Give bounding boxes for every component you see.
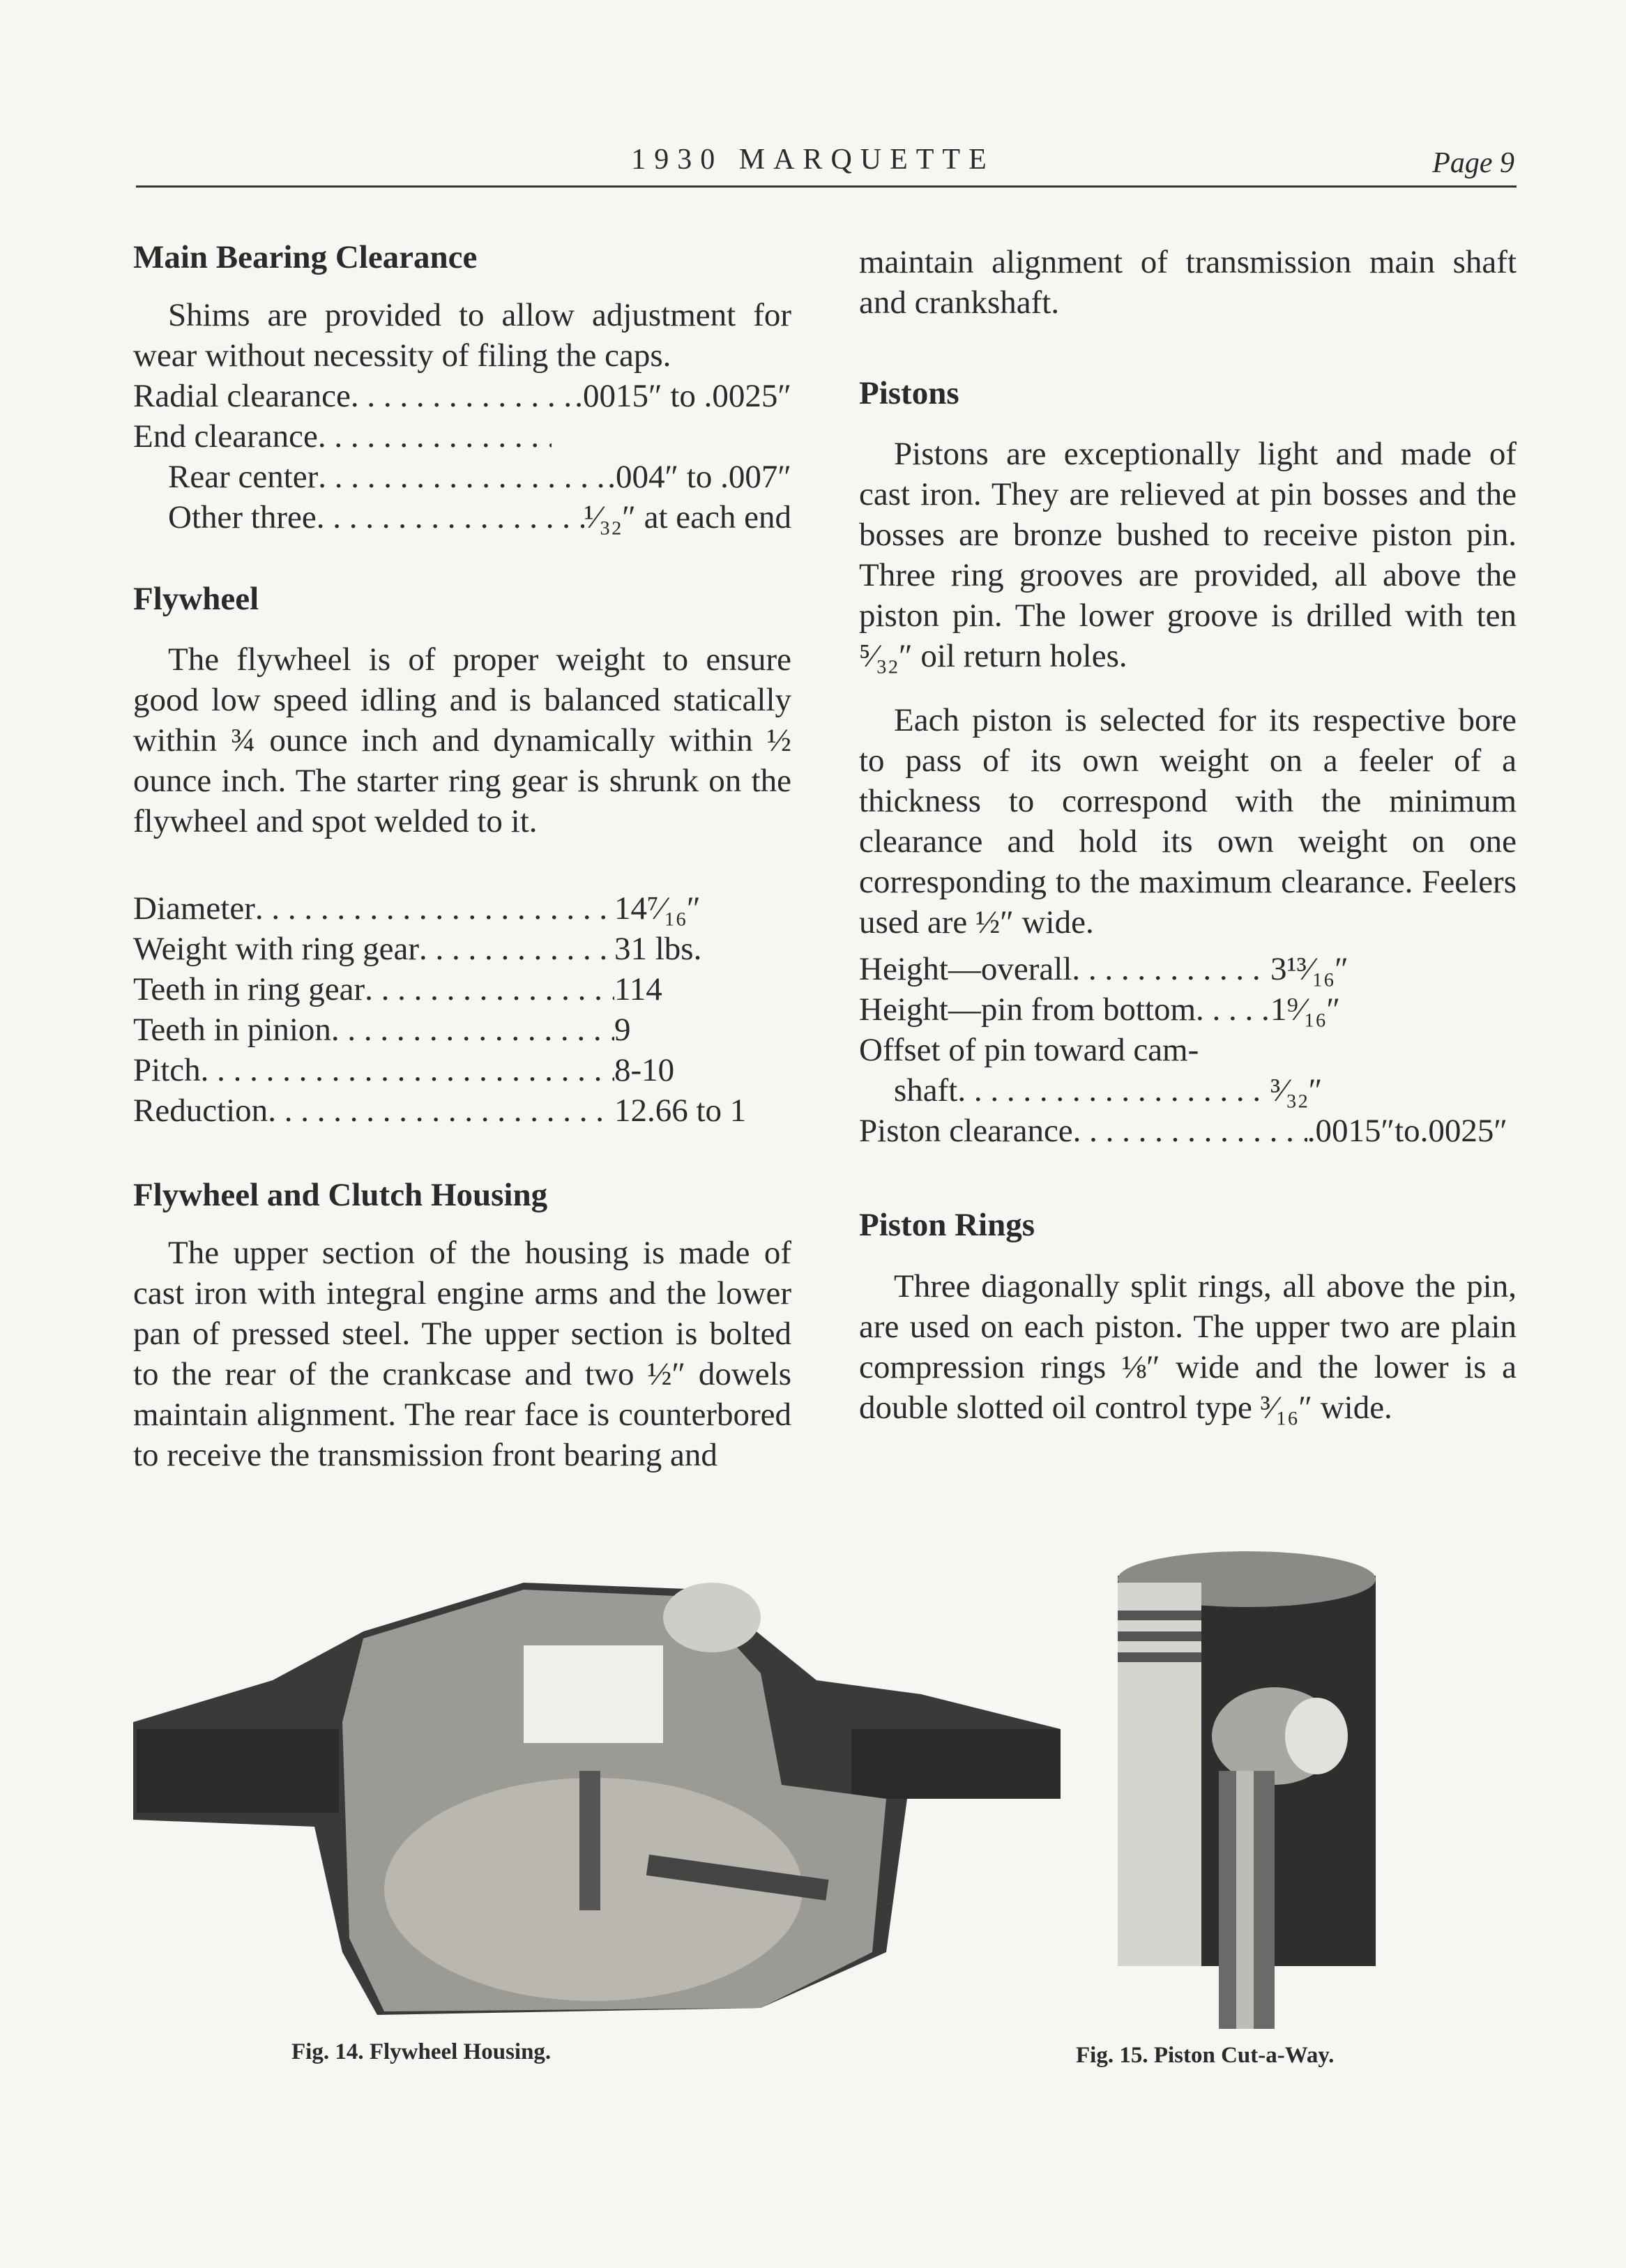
spec-label: End clearance [133, 418, 318, 455]
spec-label: Teeth in ring gear [133, 971, 365, 1007]
spec-row [859, 1111, 1507, 1151]
running-header-title: 1930 MARQUETTE [631, 144, 995, 176]
piston-specs [859, 949, 1507, 1151]
rings-text: Three diagonally split rings, all above the pin, are used on each piston. The upper two are plain compression rings ⅛″ wide and the lower is a double slotted oil control type ³⁄₁₆″ wide. [859, 1268, 1517, 1426]
spec-label: Height—overall [859, 951, 1072, 987]
heading-pistons: Pistons [859, 375, 959, 411]
spec-value: 9 [614, 1012, 631, 1048]
spec-label: Offset of pin toward cam- [859, 1032, 1199, 1068]
heading-main-bearing: Main Bearing Clearance [133, 239, 478, 275]
spec-value: 14⁷⁄₁₆″ [614, 890, 701, 927]
flywheel-text: The flywheel is of proper weight to ensure good low speed idling and is balanced statically within ¾ ounce inch and dynamically within ½ ounce inch. The starter ring gear is shrunk on the flywheel and spot welded to it. [133, 641, 791, 839]
pistons-text-2: Each piston is selected for its respective bore to pass of its own weight on a feeler of a thickness to correspond with the minimum clearance and hold its own weight on one corresponding to the maximum clearance. Feelers used are ½″ wide. [859, 702, 1517, 941]
spec-value: 12.66 to 1 [614, 1093, 747, 1129]
spec-label: Rear center [168, 459, 319, 495]
spec-row [133, 376, 791, 416]
main-bearing-text: Shims are provided to allow adjustment for wear without necessity of filing the caps. [133, 297, 791, 374]
main-bearing-specs [133, 376, 791, 538]
spec-label: Diameter [133, 890, 255, 927]
spec-label: Reduction [133, 1093, 268, 1129]
flywheel-housing-photo [133, 1562, 1067, 2036]
figure-15-caption: Fig. 15. Piston Cut-a-Way. [1076, 2043, 1335, 2068]
spec-row [133, 969, 740, 1010]
spec-label: Teeth in pinion [133, 1012, 331, 1048]
heading-flywheel: Flywheel [133, 581, 259, 617]
spec-label: Piston clearance [859, 1113, 1073, 1149]
spec-row [133, 497, 791, 538]
heading-piston-rings: Piston Rings [859, 1207, 1035, 1243]
flywheel-specs [133, 888, 791, 1131]
spec-value: 3¹³⁄₁₆″ [1270, 951, 1348, 987]
spec-row [133, 1010, 740, 1050]
spec-label: Height—pin from bottom [859, 991, 1196, 1028]
spec-value: .0015″ to .0025″ [575, 378, 791, 414]
spec-value: 1⁹⁄₁₆″ [1270, 991, 1341, 1028]
spec-value: .004″ to .007″ [607, 459, 791, 495]
pistons-text-1: Pistons are exceptionally light and made of cast iron. They are relieved at pin bosses and the bosses are bronze bushed to receive piston pin. Three ring grooves are provided, all above the piston pin. The lower groove is drilled with ten ⁵⁄₃₂″ oil return holes. [859, 436, 1517, 674]
spec-row [859, 1030, 1487, 1070]
spec-row [133, 1050, 740, 1090]
spec-row [133, 457, 791, 497]
spec-value: .0015″to.0025″ [1307, 1113, 1507, 1149]
spec-row [133, 888, 740, 929]
spec-row [133, 1090, 791, 1131]
spec-value: 31 lbs. [614, 931, 702, 967]
spec-row [133, 929, 740, 969]
piston-cutaway-photo [1114, 1548, 1379, 2029]
heading-flywheel-clutch-housing: Flywheel and Clutch Housing [133, 1177, 548, 1213]
spec-value: ¹⁄₃₂″ at each end [584, 499, 791, 535]
spec-row [859, 949, 1361, 989]
spec-label: shaft [894, 1072, 958, 1109]
page-number: Page 9 [1432, 147, 1514, 179]
spec-row [133, 416, 552, 457]
spec-value: ³⁄₃₂″ [1270, 1072, 1323, 1109]
header-rule [136, 185, 1517, 188]
spec-label: Weight with ring gear [133, 931, 419, 967]
figure-14-caption: Fig. 14. Flywheel Housing. [291, 2039, 552, 2064]
spec-label: Other three [168, 499, 317, 535]
housing-text: The upper section of the housing is made of cast iron with integral engine arms and the lower pan of pressed steel. The upper section is bolted to the rear of the crankcase and two ½″ dowels maintain alignment. The rear face is counterbored to receive the transmission front bearing and [133, 1235, 791, 1473]
spec-row [859, 989, 1361, 1030]
spec-label: Pitch [133, 1052, 201, 1088]
spec-label: Radial clearance [133, 378, 351, 414]
spec-row [859, 1070, 1361, 1111]
spec-value: 114 [614, 971, 662, 1007]
continued-text: maintain alignment of transmission main shaft and crankshaft. [859, 244, 1517, 321]
spec-value: 8-10 [614, 1052, 675, 1088]
